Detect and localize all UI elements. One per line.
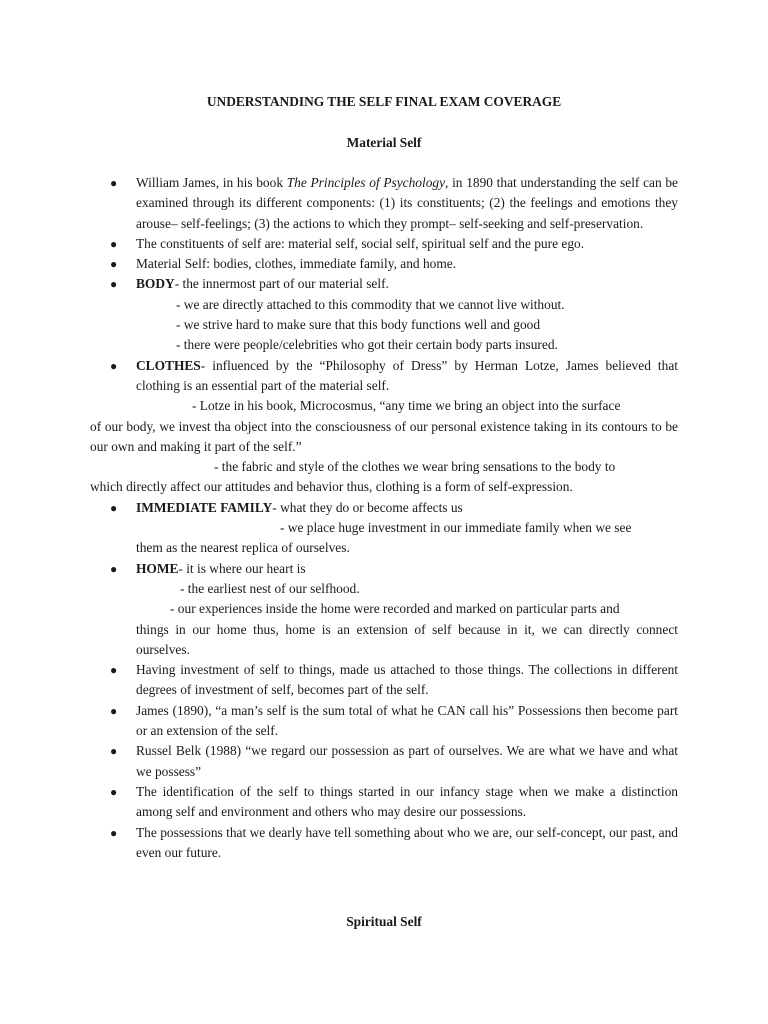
sub-line: - we are directly attached to this commodity that we cannot live without. (176, 296, 565, 312)
bullet-icon: ● (110, 277, 118, 292)
bullet-icon: ● (110, 663, 118, 678)
sub-paragraph: - the fabric and style of the clothes we wear bring sensations to the body to which directly affect our attitudes and behavior thus, clothing is a form of self-expression. (90, 459, 616, 495)
term-clothes: CLOTHES (136, 357, 201, 373)
sub-line: - we strive hard to make sure that this body functions well and good (176, 317, 541, 333)
list-item: ● Russel Belk (1988) “we regard our possession as part of ourselves. We are what we have and what we possess” (110, 743, 678, 779)
list-item: ● The possessions that we dearly have tell something about who we are, our self-concept, our past, and even our future. (110, 824, 678, 860)
bullet-icon: ● (110, 176, 118, 190)
section-heading-spiritual-self: Spiritual Self (346, 914, 422, 929)
bullet-icon: ● (110, 358, 118, 373)
sub-line: - there were people/celebrities who got their certain body parts insured. (176, 337, 558, 353)
list-item: ● The identification of the self to things started in our infancy stage when we make a distinction among self and environment and others who may desire our possessions. (110, 783, 678, 820)
term-home: HOME (136, 560, 179, 576)
section-heading-material-self: Material Self (346, 135, 422, 150)
list-item: ● HOME- it is where our heart is (90, 559, 678, 579)
book-title: The Principles of Psychology (286, 175, 446, 190)
term-immediate-family: IMMEDIATE FAMILY (136, 499, 273, 515)
bullet-icon: ● (110, 236, 118, 251)
sub-paragraph: - our experiences inside the home were recorded and marked on particular parts and things in our home thus, home is an extension of self because in it, we can directly connect ourselves. (136, 601, 678, 657)
bullet-icon: ● (110, 825, 118, 840)
sub-paragraph: - we place huge investment in our immediate family when we see them as the nearest replica of ourselves. (136, 520, 632, 556)
sub-line: - the earliest nest of our selfhood. (180, 580, 360, 596)
page-title: UNDERSTANDING THE SELF FINAL EXAM COVERAGE (206, 94, 562, 109)
bullet-icon: ● (110, 703, 118, 718)
list-item: ● The constituents of self are: material self, social self, spiritual self and the pure ego. (90, 234, 678, 254)
bullet-list (90, 173, 678, 863)
bullet-icon: ● (110, 561, 118, 576)
sub-paragraph: - Lotze in his book, Microcosmus, “any time we bring an object into the surface of our body, we invest tha object into the consciousness of our personal existence taking in its contours to be our own and making it part of the self.” (90, 398, 678, 454)
list-item: ● BODY- the innermost part of our material self. (90, 274, 678, 294)
list-item: ● James (1890), “a man’s self is the sum total of what he CAN call his” Possessions then become part or an extension of the self. (110, 702, 678, 739)
bullet-icon: ● (110, 744, 118, 759)
list-item: ● Material Self: bodies, clothes, immediate family, and home. (90, 254, 678, 274)
list-item: ● CLOTHES- influenced by the “Philosophy of Dress” by Herman Lotze, James believed that clothing is an essential part of the material self. (110, 357, 678, 393)
document-body (90, 173, 678, 863)
bullet-icon: ● (110, 784, 118, 799)
bullet-icon: ● (110, 257, 118, 272)
term-body: BODY (136, 276, 175, 292)
bullet-icon: ● (110, 500, 118, 515)
list-item: ● William James, in his book The Principles of Psychology, in 1890 that understanding the self can be examined through its different components: (1) its constituents; (2) the feelings and emotions they arouse– self-feelings; (3) the actions to which they prompt– self-seeking and self-preservation. (110, 175, 678, 231)
list-item: ● Having investment of self to things, made us attached to those things. The collections in different degrees of investment of self, becomes part of the self. (110, 662, 678, 698)
list-item: ● IMMEDIATE FAMILY- what they do or become affects us (90, 498, 678, 518)
